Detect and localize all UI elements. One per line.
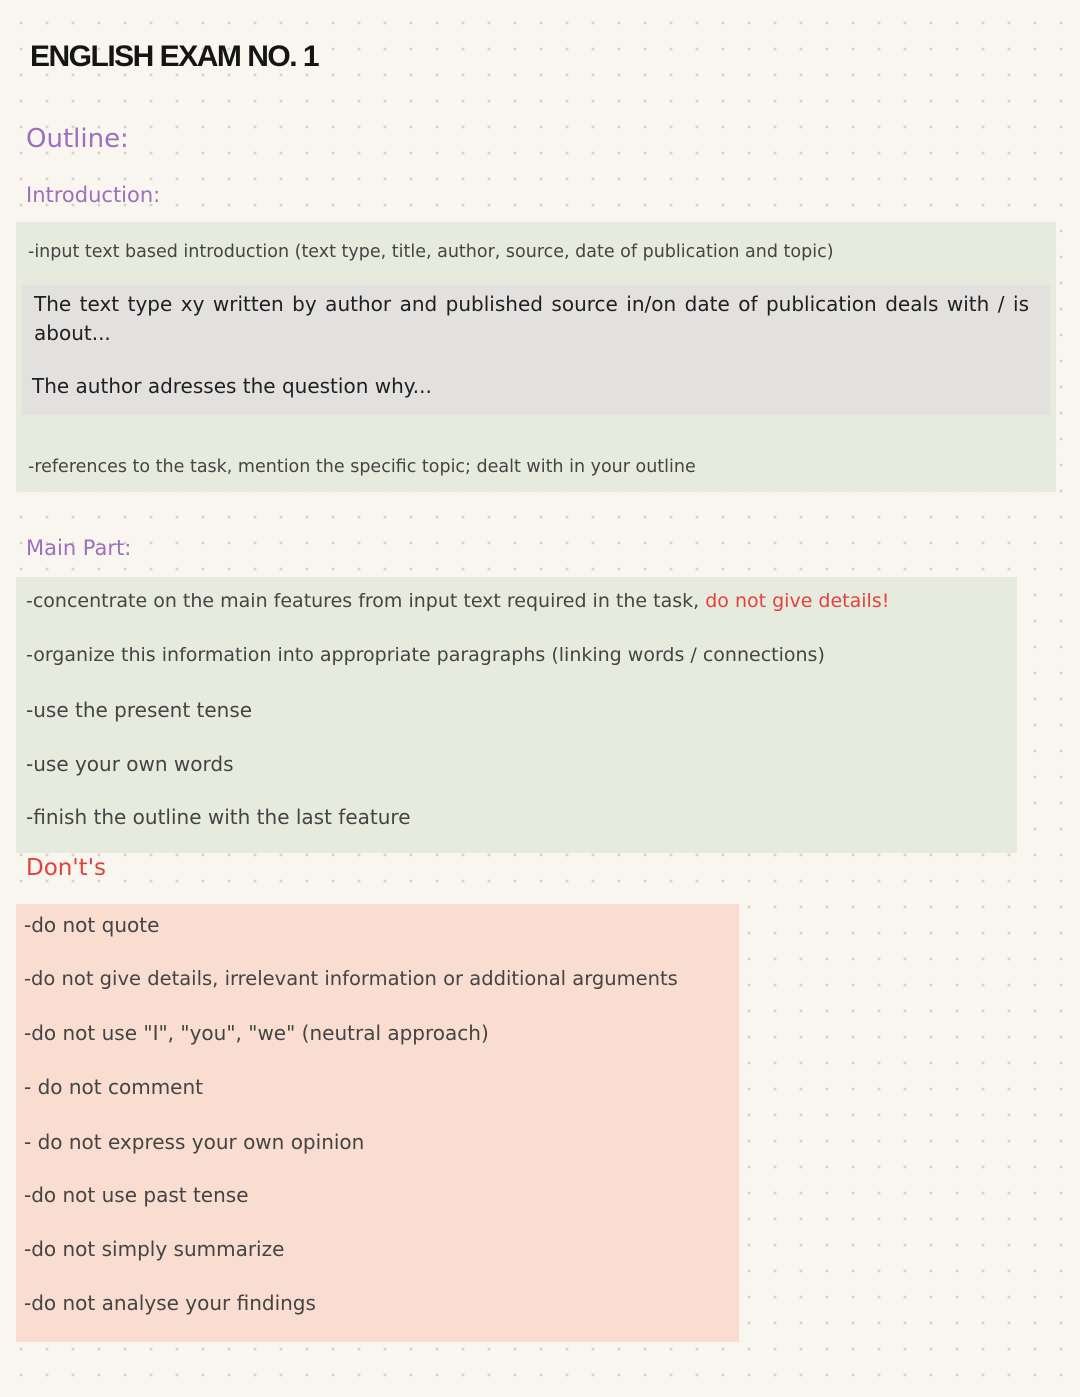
main-part-item-3: -use the present tense	[26, 698, 253, 722]
main-part-heading: Main Part:	[26, 536, 132, 560]
example-phrase-line-1: The text type xy written by author and published source in/on date of publication deals with / is about...	[34, 292, 1029, 345]
donts-item: - do not express your own opinion	[24, 1130, 365, 1154]
donts-item: -do not quote	[24, 913, 160, 937]
donts-item: -do not use past tense	[24, 1183, 249, 1207]
main-part-item-2: -organize this information into appropriate paragraphs (linking words / connections)	[26, 644, 825, 666]
introduction-references-line: -references to the task, mention the specific topic; dealt with in your outline	[28, 457, 696, 477]
main-part-item-1-warning: do not give details!	[705, 590, 890, 612]
main-part-item-5: -finish the outline with the last feature	[26, 805, 411, 829]
example-phrase-line-2: The author adresses the question why...	[32, 374, 432, 398]
introduction-input-line: -input text based introduction (text type, title, author, source, date of publication and topic)	[28, 242, 834, 262]
donts-item: - do not comment	[24, 1075, 203, 1099]
main-part-item-1	[26, 590, 889, 612]
donts-item: -do not use "I", "you", "we" (neutral approach)	[24, 1021, 489, 1045]
main-part-item-1-text: -concentrate on the main features from input text required in the task,	[26, 590, 700, 612]
donts-heading: Don't's	[26, 855, 107, 881]
main-part-item-4: -use your own words	[26, 752, 234, 776]
donts-item: -do not give details, irrelevant information or additional arguments	[24, 967, 678, 990]
introduction-heading: Introduction:	[26, 183, 161, 207]
donts-item: -do not simply summarize	[24, 1237, 285, 1261]
donts-item: -do not analyse your findings	[24, 1291, 316, 1315]
page-title: ENGLISH EXAM NO. 1	[30, 40, 319, 73]
outline-heading: Outline:	[26, 124, 129, 154]
